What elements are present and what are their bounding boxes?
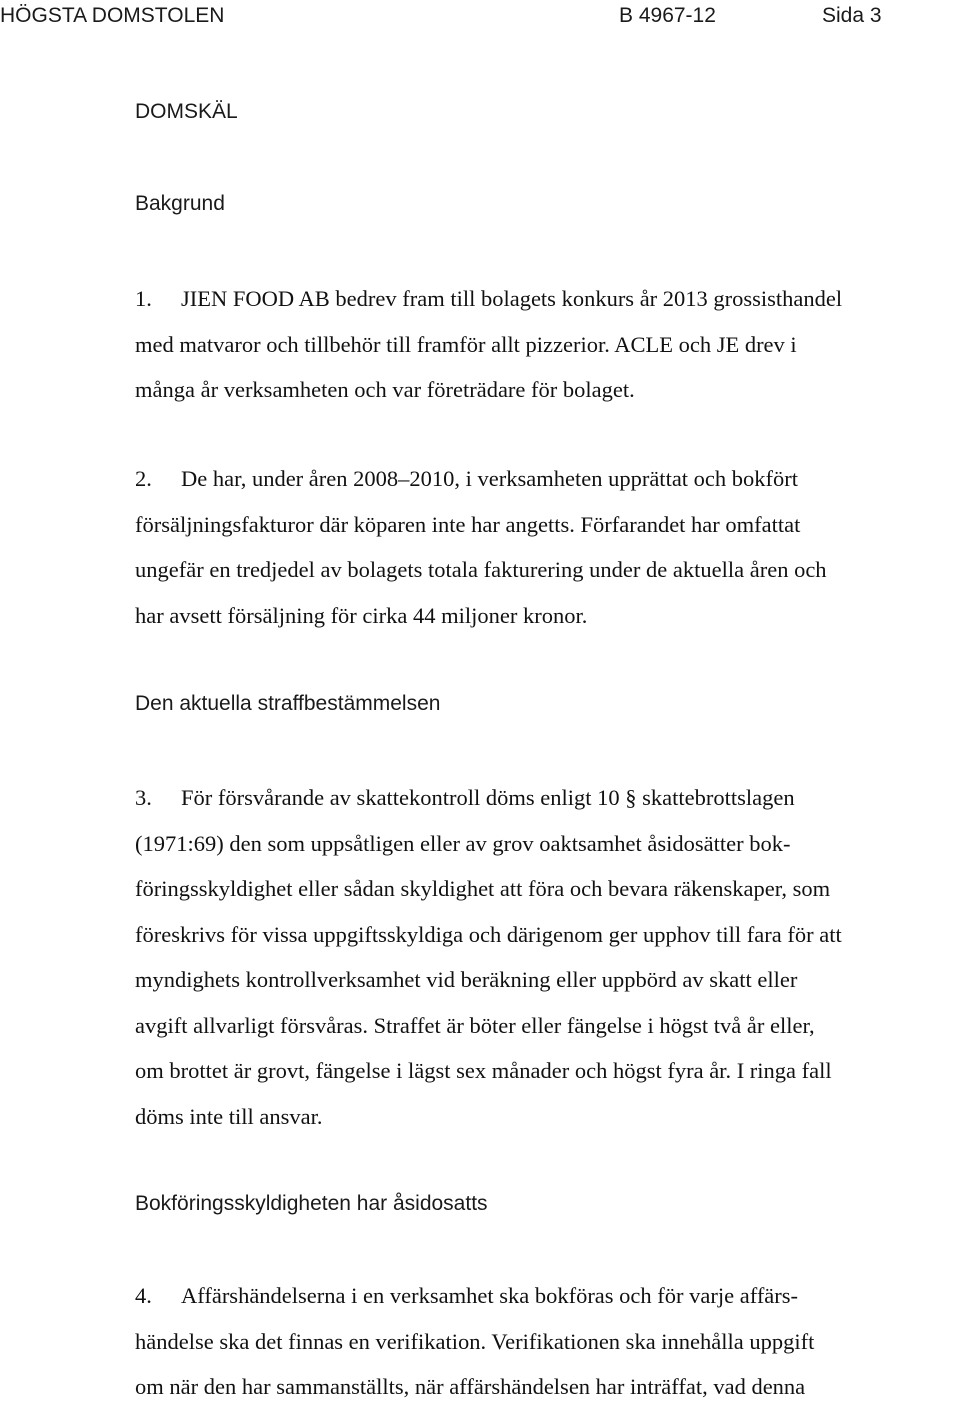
paragraph-4 bbox=[135, 1273, 960, 1410]
paragraph-number: 3. bbox=[135, 785, 152, 810]
paragraph-line: 2. De har, under åren 2008–2010, i verksamheten upprättat och bokfört bbox=[135, 456, 960, 502]
paragraph-line: ungefär en tredjedel av bolagets totala fakturering under de aktuella åren och bbox=[135, 557, 827, 582]
heading-background: Bakgrund bbox=[135, 192, 225, 215]
court-name: HÖGSTA DOMSTOLEN bbox=[0, 4, 225, 27]
heading-bookkeeping: Bokföringsskyldigheten har åsidosatts bbox=[135, 1192, 488, 1215]
paragraph-number: 2. bbox=[135, 466, 152, 491]
paragraph-number: 1. bbox=[135, 286, 152, 311]
paragraph-line: (1971:69) den som uppsåtligen eller av grov oaktsamhet åsidosätter bok- bbox=[135, 830, 791, 856]
paragraph-line: med matvaror och tillbehör till framför allt pizzerior. ACLE och JE drev i bbox=[135, 331, 797, 357]
paragraph-line: föreskrivs för vissa uppgiftsskyldiga och därigenom ger upphov till fara för att bbox=[135, 921, 842, 947]
paragraph-line: myndighets kontrollverksamhet vid beräkning eller uppbörd av skatt eller bbox=[135, 967, 798, 992]
paragraph-line: 1. JIEN FOOD AB bedrev fram till bolagets konkurs år 2013 grossisthandel bbox=[135, 276, 960, 322]
section-title: DOMSKÄL bbox=[135, 100, 238, 123]
page-header bbox=[0, 4, 960, 32]
paragraph-line: 3. För försvårande av skattekontroll döms enligt 10 § skattebrottslagen bbox=[135, 775, 960, 821]
paragraph-line: försäljningsfakturor där köparen inte har angetts. Förfarandet har omfattat bbox=[135, 511, 801, 537]
paragraph-line: har avsett försäljning för cirka 44 miljoner kronor. bbox=[135, 602, 588, 628]
paragraph-line: många år verksamheten och var företrädare för bolaget. bbox=[135, 377, 635, 402]
paragraph-line: föringsskyldighet eller sådan skyldighet att föra och bevara räkenskaper, som bbox=[135, 876, 831, 901]
paragraph-line: döms inte till ansvar. bbox=[135, 1103, 323, 1129]
paragraph-line: om när den har sammanställts, när affärshändelsen har inträffat, vad denna bbox=[135, 1374, 806, 1399]
paragraph-1 bbox=[135, 276, 960, 413]
case-number: B 4967-12 bbox=[619, 4, 716, 27]
paragraph-line: avgift allvarligt försvåras. Straffet är böter eller fängelse i högst två år eller, bbox=[135, 1012, 815, 1038]
paragraph-line: händelse ska det finnas en verifikation. Verifikationen ska innehålla uppgift bbox=[135, 1328, 815, 1354]
paragraph-line: 4. Affärshändelserna i en verksamhet ska bokföras och för varje affärs- bbox=[135, 1273, 960, 1319]
paragraph-number: 4. bbox=[135, 1283, 152, 1308]
paragraph-line: om brottet är grovt, fängelse i lägst sex månader och högst fyra år. I ringa fall bbox=[135, 1058, 832, 1083]
paragraph-3 bbox=[135, 775, 960, 1139]
paragraph-2 bbox=[135, 456, 960, 638]
heading-penal-provision: Den aktuella straffbestämmelsen bbox=[135, 692, 441, 715]
page-number: Sida 3 bbox=[822, 4, 882, 27]
